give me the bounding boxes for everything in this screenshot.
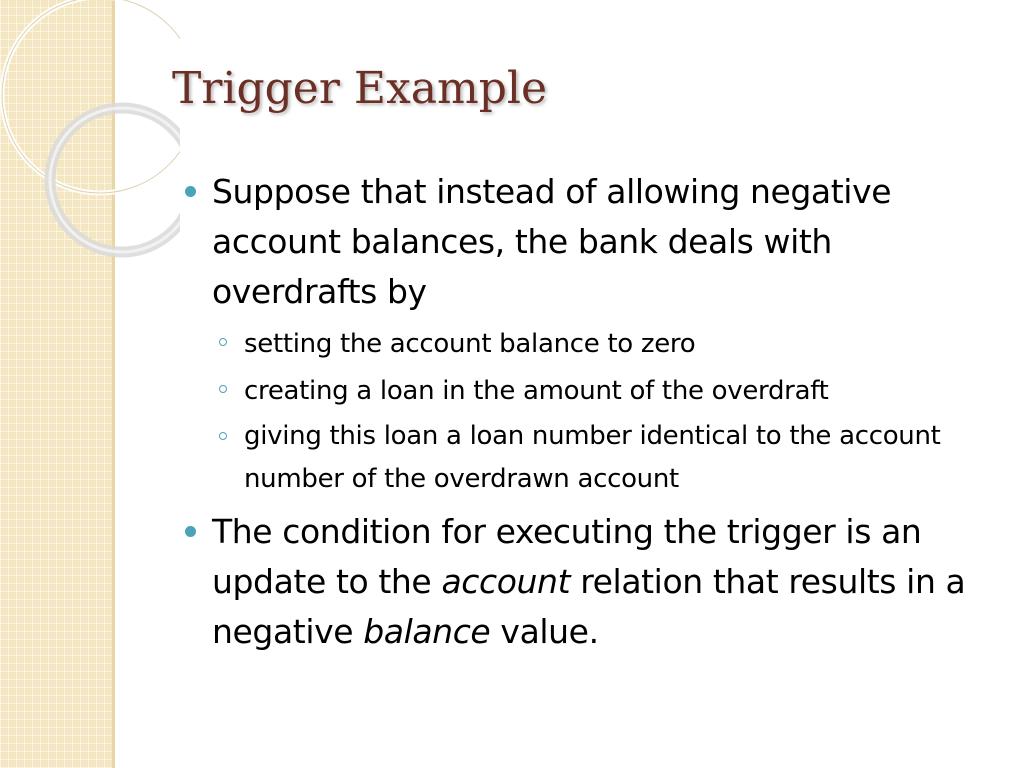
bullet-text-emphasis: balance (363, 612, 491, 651)
bullet-text: Suppose that instead of allowing negative account balances, the bank deals with overdrafts by (212, 172, 892, 311)
hollow-circle-bullet-icon (219, 385, 227, 393)
bullet-text-part: relation that results in a negative (212, 562, 966, 651)
sub-bullet-item (180, 368, 990, 415)
sub-bullet-item (180, 415, 990, 501)
bullet-text-part: value. (490, 612, 599, 651)
filled-circle-bullet-icon (185, 186, 196, 197)
sub-bullet-list (180, 321, 990, 501)
bullet-text-emphasis: account (441, 562, 571, 601)
sub-bullet-text: giving this loan a loan number identical to the account number of the overdrawn account (244, 421, 941, 494)
bullet-list (180, 167, 990, 657)
sub-bullet-text: creating a loan in the amount of the overdraft (244, 376, 829, 406)
bullet-text-part: The condition for executing the trigger is an update to the (212, 512, 922, 601)
decorative-rings (0, 0, 180, 260)
filled-circle-bullet-icon (185, 526, 196, 537)
slide-title: Trigger Example (172, 63, 548, 114)
hollow-circle-bullet-icon (219, 338, 227, 346)
bullet-item (180, 507, 990, 657)
sub-bullet-text: setting the account balance to zero (244, 329, 696, 359)
sub-bullet-item (180, 321, 990, 368)
bullet-item (180, 167, 990, 317)
hollow-circle-bullet-icon (219, 432, 227, 440)
